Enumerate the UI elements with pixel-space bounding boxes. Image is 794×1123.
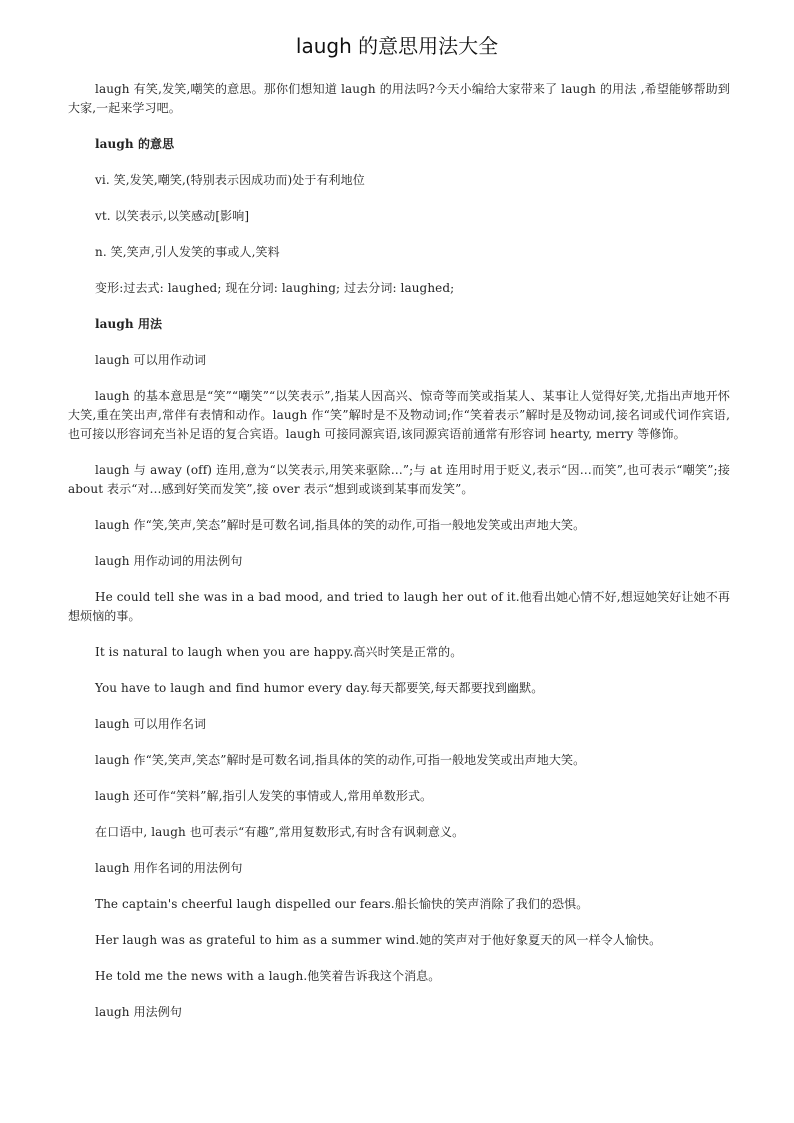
verb-example-1: He could tell she was in a bad mood, and tried to laugh her out of it.他看出她心情不好,想逗她笑好让她不再想烦恼的事。 (68, 590, 730, 623)
noun-example-1: The captain's cheerful laugh dispelled our fears.船长愉快的笑声消除了我们的恐惧。 (95, 897, 589, 911)
subheading-noun-examples: laugh 用作名词的用法例句 (95, 861, 243, 875)
noun-example-3: He told me the news with a laugh.他笑着告诉我这个消息。 (95, 969, 441, 983)
subheading-usage-examples: laugh 用法例句 (95, 1005, 182, 1019)
definition-vt: vt. 以笑表示,以笑感动[影响] (95, 209, 250, 223)
section-heading-usage: laugh 用法 (95, 317, 163, 331)
document-body (68, 80, 730, 1039)
verb-example-3: You have to laugh and find humor every day.每天都要笑,每天都要找到幽默。 (95, 681, 544, 695)
verb-example-2: It is natural to laugh when you are happy.高兴时笑是正常的。 (95, 645, 463, 659)
phrasal-explanation: laugh 与 away (off) 连用,意为“以笑表示,用笑来驱除…”;与 at 连用时用于贬义,表示“因…而笑”,也可表示“嘲笑”;接 about 表示“对…感到好笑而发笑”,接 over 表示“想到或谈到某事而发笑”。 (68, 463, 730, 496)
noun-explanation-1: laugh 作“笑,笑声,笑态”解时是可数名词,指具体的笑的动作,可指一般地发笑或出声地大笑。 (95, 753, 586, 767)
section-heading-meaning: laugh 的意思 (95, 137, 175, 151)
subheading-noun: laugh 可以用作名词 (95, 717, 207, 731)
definition-n: n. 笑,笑声,引人发笑的事或人,笑料 (95, 245, 280, 259)
noun-example-2: Her laugh was as grateful to him as a summer wind.她的笑声对于他好象夏天的风一样令人愉快。 (95, 933, 662, 947)
verb-explanation: laugh 的基本意思是“笑”“嘲笑”“以笑表示”,指某人因高兴、惊奇等而笑或指某人、某事让人觉得好笑,尤指出声地开怀大笑,重在笑出声,常伴有表情和动作。laugh 作“笑”解时是不及物动词;作“笑着表示”解时是及物动词,接名词或代词作宾语,也可接以形容词充当补足语的复合宾语。laugh 可接同源宾语,该同源宾语前通常有形容词 hearty, merry 等修饰。 (68, 389, 730, 441)
inflection-forms: 变形:过去式: laughed; 现在分词: laughing; 过去分词: laughed; (95, 281, 455, 295)
page-title: laugh 的意思用法大全 (295, 34, 499, 58)
intro-paragraph: laugh 有笑,发笑,嘲笑的意思。那你们想知道 laugh 的用法吗?今天小编给大家带来了 laugh 的用法 ,希望能够帮助到大家,一起来学习吧。 (68, 82, 730, 115)
noun-explanation-3: 在口语中, laugh 也可表示“有趣”,常用复数形式,有时含有讽刺意义。 (95, 825, 465, 839)
subheading-verb: laugh 可以用作动词 (95, 353, 207, 367)
noun-note: laugh 作“笑,笑声,笑态”解时是可数名词,指具体的笑的动作,可指一般地发笑或出声地大笑。 (95, 518, 586, 532)
noun-explanation-2: laugh 还可作“笑料”解,指引人发笑的事情或人,常用单数形式。 (95, 789, 433, 803)
subheading-verb-examples: laugh 用作动词的用法例句 (95, 554, 243, 568)
definition-vi: vi. 笑,发笑,嘲笑,(特别表示因成功而)处于有利地位 (95, 173, 365, 187)
